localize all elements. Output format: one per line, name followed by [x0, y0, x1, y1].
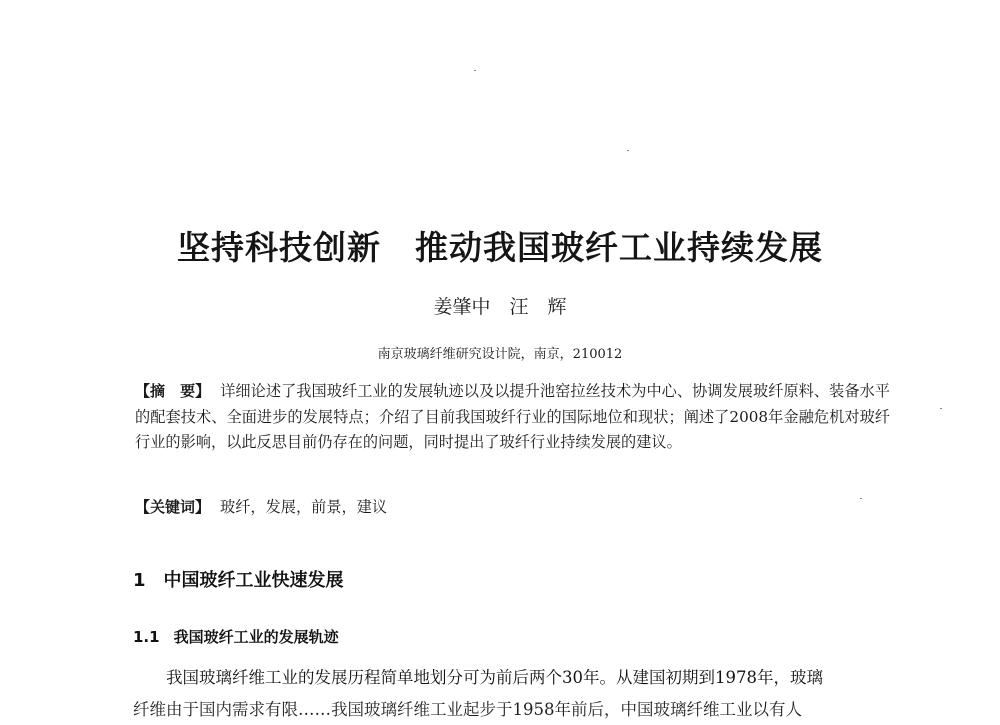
scan-speck — [860, 498, 862, 499]
subsection-heading-1-1 — [133, 626, 339, 647]
section-number: 1 — [133, 570, 146, 591]
scan-speck — [627, 150, 629, 151]
subsection-number: 1.1 — [133, 628, 160, 646]
section-heading-1 — [133, 566, 344, 592]
keywords — [135, 496, 387, 517]
paper-authors: 姜肇中 汪 辉 — [433, 296, 567, 318]
body-line-2-cut: 纤维由于国内需求有限……我国玻璃纤维工业起步于1958年前后，中国玻璃纤维工业以有人 — [133, 700, 802, 719]
paper-affiliation: 南京玻璃纤维研究设计院，南京，210012 — [377, 347, 623, 362]
abstract — [135, 379, 890, 456]
scan-speck — [474, 70, 476, 71]
paper-title: 坚持科技创新 推动我国玻纤工业持续发展 — [177, 228, 823, 267]
body-line-1: 我国玻璃纤维工业的发展历程简单地划分可为前后两个30年。从建国初期到1978年，玻璃 — [166, 668, 823, 687]
scan-speck — [940, 408, 942, 409]
abstract-label: 【摘 要】 — [135, 382, 211, 400]
subsection-title: 我国玻纤工业的发展轨迹 — [173, 628, 339, 646]
abstract-text: 详细论述了我国玻纤工业的发展轨迹以及以提升池窑拉丝技术为中心、协调发展玻纤原料、装备水平的配套技术、全面进步的发展特点；介绍了目前我国玻纤行业的国际地位和现状；阐述了2008年金融危机对玻纤行业的影响，以此反思目前仍存在的问题，同时提出了玻纤行业持续发展的建议。 — [135, 382, 890, 451]
body-paragraph — [133, 663, 890, 725]
section-title: 中国玻纤工业快速发展 — [163, 570, 344, 591]
keywords-label: 【关键词】 — [135, 498, 211, 516]
keywords-text: 玻纤，发展，前景，建议 — [220, 498, 388, 516]
